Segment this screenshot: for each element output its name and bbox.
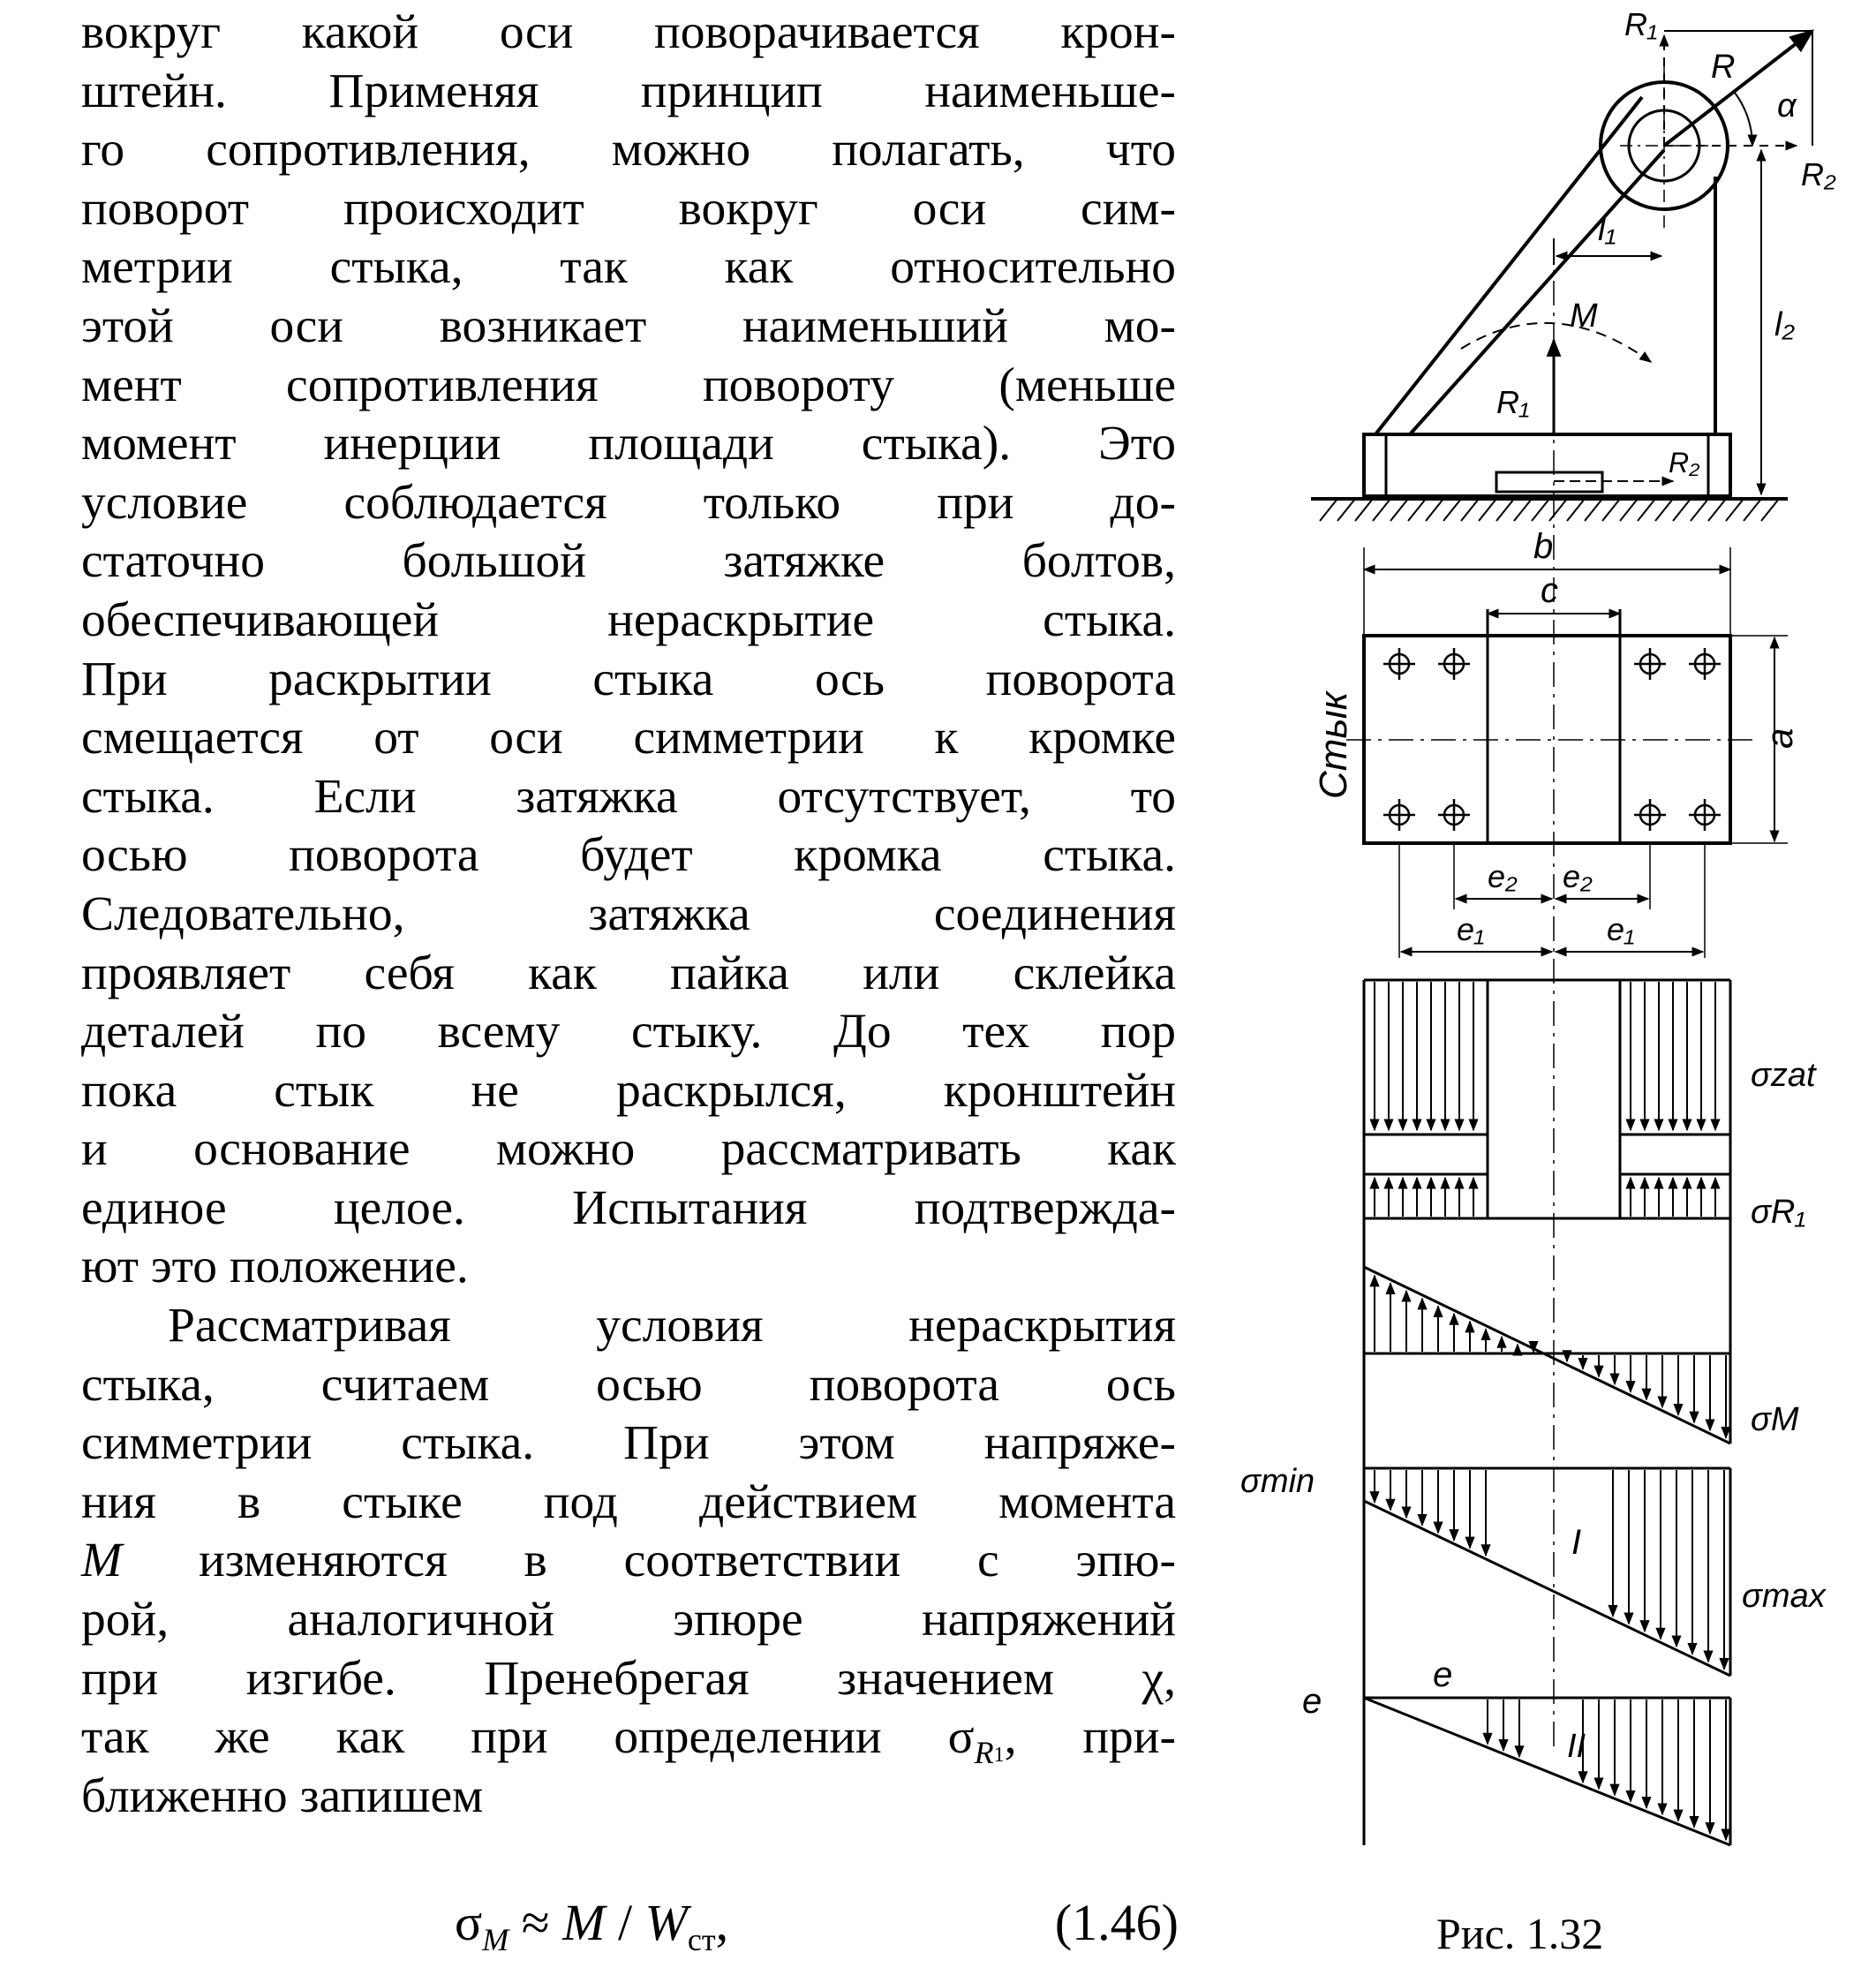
label-l2: l₂ <box>1774 306 1795 343</box>
formula-sigma: σ <box>455 1894 483 1951</box>
text-line: статочно большой затяжке болтов, <box>81 534 1176 589</box>
figure-labels <box>1240 6 1836 1765</box>
text-line <box>81 1532 1176 1591</box>
text-line: и основание можно рассматривать как <box>81 1122 1176 1177</box>
text-line: рой, аналогичной эпюре напряжений <box>81 1593 1176 1647</box>
label-R1-top: R₁ <box>1624 6 1658 42</box>
text-line: единое целое. Испытания подтвержда- <box>81 1180 1176 1235</box>
label-joint: Стык <box>1312 691 1355 799</box>
label-roman-I: I <box>1571 1523 1582 1562</box>
sigma-sum-arrows <box>1375 1470 1724 1670</box>
edge-e-arrows <box>1488 1700 1726 1840</box>
text-line: этой оси возникает наименьший мо- <box>81 298 1176 353</box>
formula-W: W <box>644 1894 688 1951</box>
label-e2-right: e₂ <box>1563 858 1593 894</box>
text-line: ния в стыке под действием момента <box>81 1474 1176 1529</box>
label-R2-right: R₂ <box>1801 156 1836 192</box>
label-alpha: α <box>1777 87 1797 124</box>
sigma-zat-arrows <box>1375 982 1715 1130</box>
text-line: обеспечивающей нераскрытие стыка. <box>81 592 1176 647</box>
formula-M: M <box>562 1894 606 1951</box>
label-R2-base: R₂ <box>1669 447 1700 479</box>
label-a: a <box>1759 727 1800 749</box>
text-line: смещается от оси симметрии к кромке <box>81 711 1176 765</box>
text-line: метрии стыка, так как относительно <box>81 240 1176 295</box>
label-e2-left: e₂ <box>1488 858 1518 894</box>
text-line: ют это положение. <box>81 1240 469 1294</box>
label-l1: l₁ <box>1598 211 1616 248</box>
label-sigma-max: σmax <box>1742 1578 1826 1615</box>
text-line: ближенно запишем <box>81 1768 484 1823</box>
ground-hatch <box>1320 499 1779 521</box>
text-line: условие соблюдается только при до- <box>81 475 1176 530</box>
text-line <box>81 1708 1176 1771</box>
edge-e-slope <box>1364 1698 1730 1845</box>
figure-caption: Рис. 1.32 <box>1436 1909 1604 1958</box>
formula-comma: , <box>715 1894 729 1951</box>
text-line: поворот происходит вокруг оси сим- <box>81 181 1176 236</box>
figure-drawing <box>1223 0 1876 1967</box>
formula-1-46 <box>455 1888 1179 1958</box>
label-e-mid: e <box>1433 1655 1453 1694</box>
text-line-30-b: , при- <box>1004 1710 1176 1765</box>
text-line: пока стык не раскрылся, кронштейн <box>81 1063 1176 1118</box>
label-R1-mid: R₁ <box>1496 384 1530 420</box>
alpha-arc <box>1735 93 1752 146</box>
text-sigma-sub-R: R <box>974 1735 994 1771</box>
formula-number: (1.46) <box>1054 1894 1179 1951</box>
text-italic-M: M <box>81 1534 123 1588</box>
text-line: мент сопротивления повороту (меньше <box>81 358 1176 412</box>
label-c: c <box>1541 571 1558 610</box>
label-roman-II: II <box>1567 1728 1586 1765</box>
label-sigma-zat: σzat <box>1751 1057 1816 1094</box>
text-line: симметрии стыка. При этом напряже- <box>81 1416 1176 1471</box>
formula-expression <box>455 1888 728 1975</box>
text-line: При раскрытии стыка ось поворота <box>81 652 1176 706</box>
text-line: штейн. Применяя принцип наименьше- <box>81 64 1176 118</box>
text-line: го сопротивления, можно полагать, что <box>81 123 1176 177</box>
text-line: вокруг какой оси поворачивается крон- <box>81 5 1176 59</box>
text-line: Следовательно, затяжка соединения <box>81 886 1176 941</box>
text-line-30-a: так же как при определении σ <box>81 1710 975 1765</box>
text-line: Рассматривая условия нераскрытия <box>168 1299 1176 1353</box>
text-line: момент инерции площади стыка). Это <box>81 417 1176 471</box>
stress-diagrams <box>1364 980 1730 1845</box>
label-e-left: e <box>1302 1682 1322 1721</box>
text-line: проявляет себя как пайка или склейка <box>81 946 1176 1000</box>
label-sigma-R1: σR₁ <box>1751 1194 1806 1231</box>
bracket-drawing <box>1311 31 1812 1753</box>
rib-inner <box>1410 150 1664 434</box>
sigma-M-slope <box>1364 1267 1730 1444</box>
label-M: M <box>1570 298 1598 335</box>
label-R: R <box>1711 49 1736 86</box>
text-line: стыка, считаем осью поворота ось <box>81 1357 1176 1412</box>
text-sigma-sub-1: 1 <box>993 1744 1005 1768</box>
label-sigma-min: σmin <box>1240 1463 1315 1500</box>
label-b: b <box>1533 527 1554 566</box>
joint-plan <box>1346 547 1788 958</box>
sigma-sum-slope <box>1364 1501 1730 1676</box>
text-line: при изгибе. Пренебрегая значением χ, <box>81 1651 1176 1706</box>
sigma-R1-arrows <box>1375 1178 1715 1217</box>
text-line-27-rest: изменяются в соответствии с эпю- <box>122 1534 1176 1588</box>
formula-approx: ≈ <box>509 1894 563 1951</box>
formula-slash: / <box>605 1894 645 1951</box>
label-sigma-M: σM <box>1751 1401 1799 1438</box>
text-line: стыка. Если затяжка отсутствует, то <box>81 769 1176 824</box>
body-text <box>81 4 1176 1826</box>
formula-W-sub: ст <box>687 1922 716 1957</box>
label-e1-right: e₁ <box>1607 911 1635 947</box>
text-line: деталей по всему стыку. До тех пор <box>81 1005 1176 1059</box>
label-e1-left: e₁ <box>1457 911 1485 947</box>
moment-M-arc <box>1461 323 1651 362</box>
figure-1-32 <box>1223 0 1876 1967</box>
formula-sigma-sub: M <box>482 1922 509 1957</box>
text-line: осью поворота будет кромка стыка. <box>81 828 1176 883</box>
